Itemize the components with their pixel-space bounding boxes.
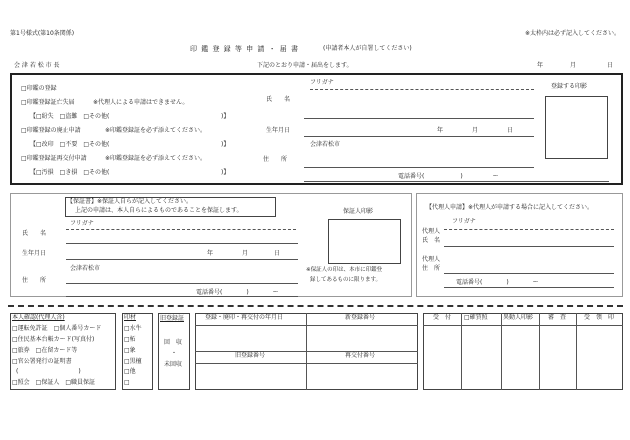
agent-phone[interactable]: 電話番号( ) ー [456, 279, 539, 286]
guarantor-phone-line [66, 296, 298, 297]
option-register[interactable]: □印鑑の登録 [21, 85, 57, 92]
guarantor-phone[interactable]: 電話番号( ) ー [196, 289, 279, 296]
old-card-dot: ・ [171, 350, 178, 357]
material-item[interactable]: □ [124, 379, 130, 386]
applicant-dob-month: 月 [472, 127, 479, 134]
guarantor-furigana: フリガナ [70, 220, 94, 227]
applicant-city: 会津若松市 [310, 141, 341, 148]
guarantor-furigana-line [66, 229, 296, 230]
agent-header: 【代理人申請】※代理人が申請する場合に記入してください。 [426, 204, 594, 211]
agent-name-field[interactable] [444, 246, 614, 247]
guarantor-city: 会津若松市 [70, 265, 101, 272]
col-reception: 受 付 [433, 314, 452, 321]
applicant-dob-field[interactable] [304, 136, 534, 137]
lost-reasons-close: )】 [221, 113, 230, 120]
id-item[interactable]: □官公署発行の証明書 [12, 358, 72, 365]
applicant-dob-day: 日 [507, 127, 514, 134]
addressee: 会 津 若 松 市 長 [14, 62, 60, 69]
agent-address-field[interactable] [444, 273, 614, 274]
old-card-collected[interactable]: 回 収 [164, 339, 183, 346]
registered-seal-label: 登録する印影 [551, 83, 588, 90]
lost-reasons[interactable]: 【□紛失 □盗難 □その他( [30, 113, 110, 120]
guarantor-dob-label: 生年月日 [22, 250, 47, 257]
processing-col-divider [576, 313, 577, 390]
guarantor-seal-note-2: 録してあるものに限ります。 [310, 277, 382, 283]
applicant-phone[interactable]: 電話番号( ) ー [398, 173, 499, 180]
processing-col-divider [539, 313, 540, 390]
applicant-furigana: フリガナ [310, 79, 334, 86]
header-month: 月 [570, 62, 577, 69]
furigana-line [310, 89, 534, 90]
material-item[interactable]: □象 [124, 347, 136, 354]
header-day: 日 [607, 62, 614, 69]
applicant-dob-year: 年 [437, 127, 444, 134]
guarantor-seal-note-1: ※保証人の印は、本市に印鑑登 [306, 267, 383, 273]
guarantor-text: 上記の申請は、本人自らによるものであることを保証します。 [75, 207, 243, 214]
applicant-dob-label: 生年月日 [266, 127, 291, 134]
agent-name-label-2: 氏 名 [422, 237, 441, 244]
col-confirmation: □確賃照 [464, 314, 488, 321]
date-header: 登録・廃印・再交付の年月日 [205, 314, 284, 321]
col-seal-image: 異動人印影 [503, 314, 534, 321]
form-title: 印 鑑 登 録 等 申 請 ・ 届 書 [190, 45, 300, 53]
agent-address-label-1: 代理人 [422, 256, 441, 263]
guarantor-name-label: 氏 名 [22, 230, 47, 237]
guarantor-dob-field[interactable] [66, 259, 298, 260]
office-separator [8, 305, 623, 307]
guarantor-header: 【保証書】※保証人自らが記入してください。 [67, 198, 193, 205]
applicant-phone-line [304, 181, 609, 182]
agent-phone-line [444, 287, 614, 288]
agent-furigana: フリガナ [452, 218, 476, 225]
guarantor-address-field[interactable] [66, 283, 298, 284]
guarantor-seal-label: 保証人印影 [343, 208, 374, 215]
abolish-reasons-close: )】 [221, 141, 230, 148]
applicant-name-label: 氏 名 [266, 96, 291, 103]
option-reissue[interactable]: □印鑑登録証再交付申請 [21, 155, 87, 162]
col-receipt-stamp: 受 領 印 [584, 314, 615, 321]
id-item[interactable]: ( ) [16, 368, 81, 375]
lost-note: ※代理人による申請はできません。 [93, 99, 189, 106]
reissue-reasons-close: )】 [221, 169, 230, 176]
guarantor-dob-year: 年 [207, 250, 214, 257]
id-check-title: 本人確認(代理人含) [12, 314, 65, 321]
new-number-header: 新登録番号 [345, 314, 376, 321]
id-item[interactable]: □照会 □保証人 □職員保証 [12, 379, 96, 386]
form-number: 第1号様式(第10条関係) [10, 30, 75, 37]
option-lost[interactable]: □印鑑登録証亡失届 [21, 99, 75, 106]
agent-furigana-line [444, 229, 614, 230]
agent-name-label-1: 代理人 [422, 228, 441, 235]
applicant-address-label: 住 所 [263, 156, 288, 163]
abolish-note: ※印鑑登録証を必ず添えてください。 [105, 127, 207, 134]
old-number-header: 旧登録番号 [235, 352, 266, 359]
guarantor-dob-month: 月 [242, 250, 249, 257]
col-review: 審 査 [548, 314, 567, 321]
header-year: 年 [537, 62, 544, 69]
abolish-reasons[interactable]: 【□改印 □不要 □その他( [30, 141, 110, 148]
material-item[interactable]: □柘 [124, 336, 136, 343]
bold-note: ※太枠内は必ず記入してください。 [524, 30, 620, 37]
number-grid-header-rule [195, 325, 418, 326]
material-item[interactable]: □黒檀 [124, 358, 142, 365]
processing-header-rule [423, 325, 623, 326]
option-abolish[interactable]: □印鑑登録の廃止申請 [21, 127, 81, 134]
form-title-note: (申請者本人が自署してください) [323, 45, 412, 52]
id-item[interactable]: □旅券 □在留カード等 [12, 347, 78, 354]
old-card-uncollected[interactable]: 未回収 [164, 361, 183, 368]
processing-col-divider [461, 313, 462, 390]
old-card-title: 旧登録証 [160, 315, 185, 322]
processing-col-divider [501, 313, 502, 390]
material-title: 印材 [124, 314, 137, 321]
reissue-reasons[interactable]: 【□汚損 □き損 □その他( [30, 169, 110, 176]
id-item[interactable]: □運転免許証 □個人番号カード [12, 325, 102, 332]
number-grid-lower-rule [195, 363, 418, 364]
reissue-note: ※印鑑登録証を必ず添えてください。 [105, 155, 207, 162]
applicant-name-field[interactable] [304, 118, 534, 119]
guarantor-name-field[interactable] [66, 243, 298, 244]
guarantor-address-label: 住 所 [22, 277, 47, 284]
material-item[interactable]: □他 [124, 368, 136, 375]
reissue-number-header: 再交付番号 [345, 352, 376, 359]
guarantor-seal-box[interactable] [328, 219, 401, 264]
applicant-address-field[interactable] [304, 167, 534, 168]
registered-seal-box[interactable] [545, 96, 608, 159]
agent-address-label-2: 住 所 [422, 265, 441, 272]
material-item[interactable]: □水牛 [124, 325, 142, 332]
guarantor-dob-day: 日 [274, 250, 281, 257]
id-item[interactable]: □住民基本台帳カード(写真付) [12, 336, 95, 343]
lead-text: 下記のとおり申請・届出をします。 [257, 62, 353, 69]
